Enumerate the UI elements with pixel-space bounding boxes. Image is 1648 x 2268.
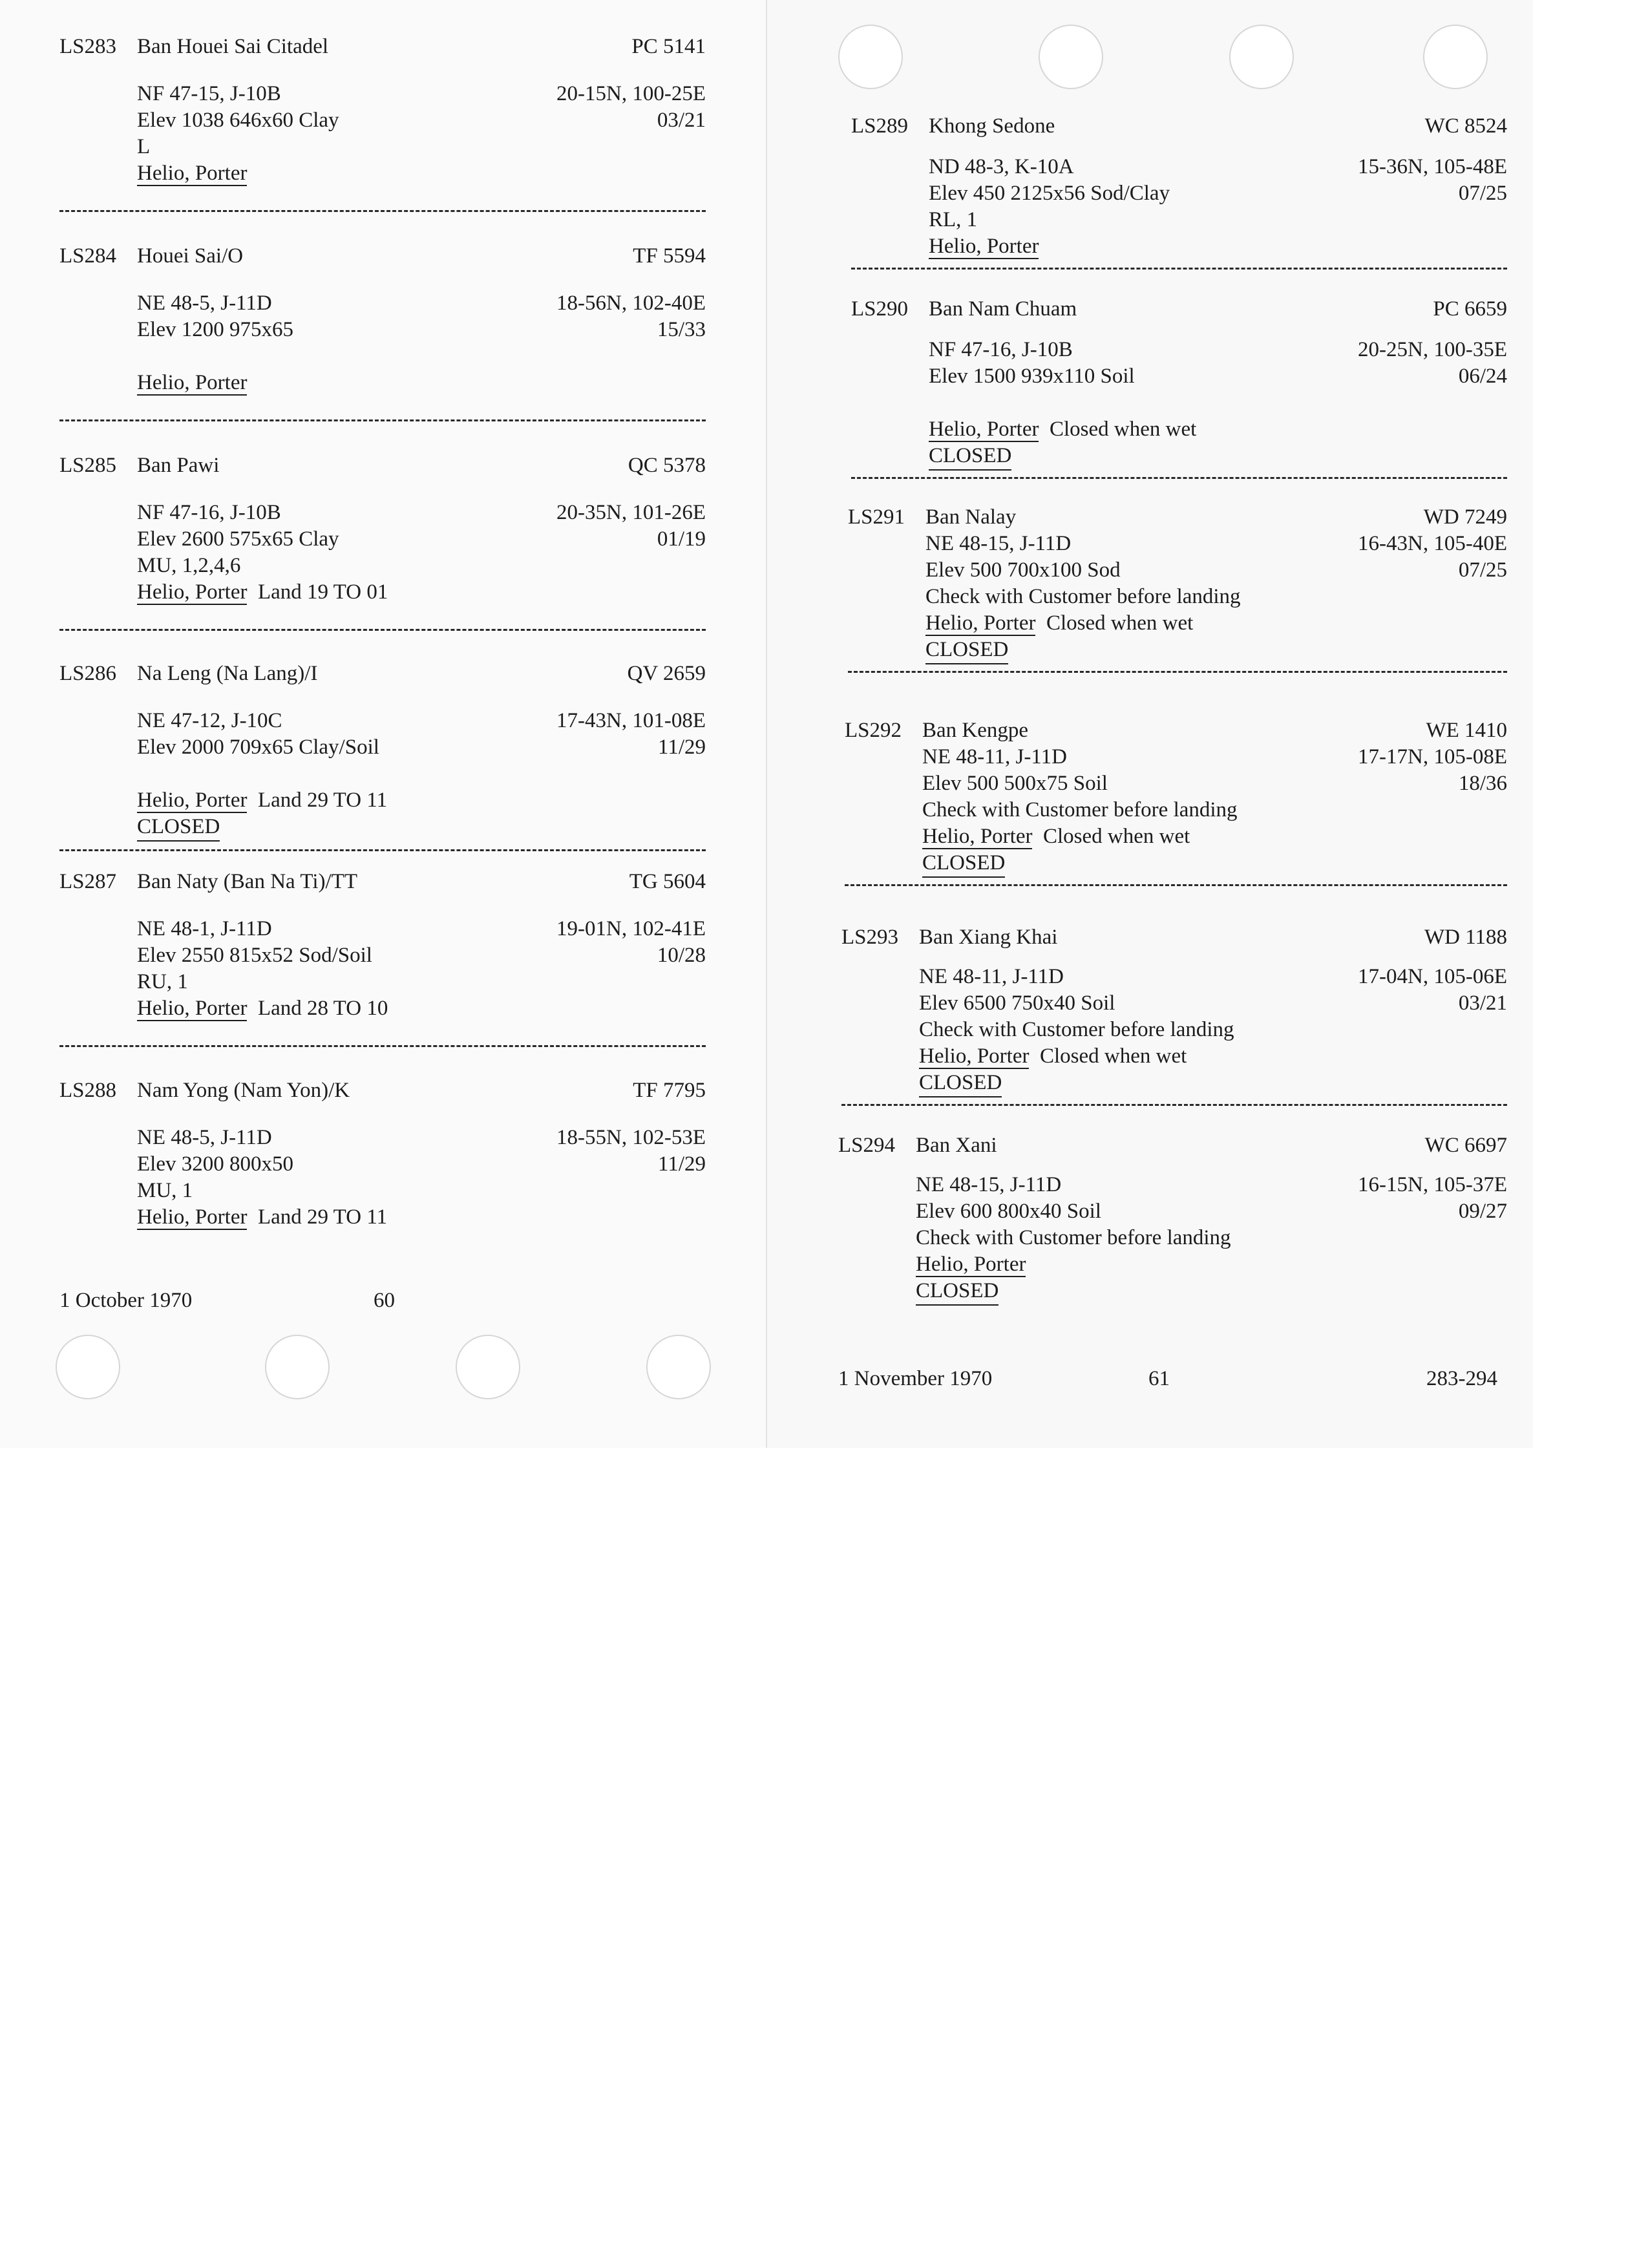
entry-coords: 16-43N, 105-40E [1358, 532, 1507, 555]
entry-coords: 17-43N, 101-08E [556, 709, 706, 732]
binder-hole [838, 25, 903, 89]
airstrip-entry [851, 113, 1507, 270]
entry-runway-heading: 07/25 [1458, 558, 1507, 582]
entry-check-note: Check with Customer before landing [919, 1018, 1234, 1041]
entry-elevation: Elev 2000 709x65 Clay/Soil [137, 736, 379, 759]
entry-separator [59, 1045, 706, 1047]
entry-runway-heading: 07/25 [1458, 182, 1507, 205]
entry-operators: Helio, Porter [137, 580, 248, 604]
page-number: 61 [1148, 1367, 1170, 1390]
entry-coords: 20-25N, 100-35E [1358, 338, 1507, 361]
right-page [766, 0, 1533, 1448]
entry-id: LS288 [59, 1079, 117, 1102]
entry-separator [59, 419, 706, 421]
entry-chart: NE 48-11, J-11D [922, 745, 1067, 768]
entry-runway-heading: 01/19 [657, 527, 706, 551]
entry-runway-heading: 11/29 [658, 1152, 706, 1176]
entry-elevation: Elev 450 2125x56 Sod/Clay [929, 182, 1170, 205]
entry-operators: Helio, Porter [137, 997, 248, 1020]
entry-separator [59, 629, 706, 631]
entry-closed-status: CLOSED [919, 1070, 1002, 1097]
entry-operators: Helio, Porter [916, 1253, 1026, 1276]
entry-coords: 20-15N, 100-25E [556, 82, 706, 105]
left-page [0, 0, 766, 1448]
entry-grid-ref: WC 6697 [1424, 1134, 1507, 1157]
airstrip-entry [848, 504, 1507, 673]
entry-closed-status: CLOSED [916, 1278, 998, 1306]
entry-operators: Helio, Porter [929, 235, 1039, 258]
entry-elevation: Elev 3200 800x50 [137, 1152, 293, 1176]
entry-operators: Helio, Porter [137, 789, 248, 812]
entry-id: LS284 [59, 244, 117, 268]
entry-grid-ref: TF 7795 [633, 1079, 706, 1102]
page-number: 60 [374, 1289, 395, 1312]
binder-hole [1229, 25, 1294, 89]
entry-extra: L [137, 135, 151, 158]
entry-coords: 17-04N, 105-06E [1358, 965, 1507, 988]
entry-elevation: Elev 500 700x100 Sod [925, 558, 1121, 582]
entry-extra: RU, 1 [137, 970, 188, 993]
entry-elevation: Elev 500 500x75 Soil [922, 772, 1108, 795]
entry-operators: Helio, Porter [137, 371, 248, 394]
entry-check-note: Check with Customer before landing [922, 798, 1238, 821]
entry-name: Houei Sai/O [137, 244, 244, 268]
entry-name: Ban Xiang Khai [919, 926, 1058, 949]
entry-closed-status: CLOSED [137, 814, 220, 842]
entry-runway-heading: 10/28 [657, 944, 706, 967]
entry-elevation: Elev 2550 815x52 Sod/Soil [137, 944, 372, 967]
binder-hole [1039, 25, 1103, 89]
entry-chart: NE 48-5, J-11D [137, 1126, 272, 1149]
page-date: 1 October 1970 [59, 1289, 193, 1312]
entry-note: Land 29 TO 11 [257, 789, 388, 812]
airstrip-entry [59, 1077, 706, 1231]
entry-grid-ref: PC 5141 [631, 35, 706, 58]
entry-grid-ref: TG 5604 [629, 870, 706, 893]
entry-coords: 17-17N, 105-08E [1358, 745, 1507, 768]
entry-coords: 18-55N, 102-53E [556, 1126, 706, 1149]
entry-separator [848, 671, 1507, 673]
entry-grid-ref: WE 1410 [1426, 719, 1507, 742]
entry-check-note: Check with Customer before landing [916, 1226, 1231, 1249]
entry-id: LS292 [845, 719, 902, 742]
entry-name: Ban Xani [916, 1134, 997, 1157]
entry-name: Khong Sedone [929, 114, 1055, 138]
entry-separator [59, 210, 706, 212]
entry-elevation: Elev 600 800x40 Soil [916, 1200, 1101, 1223]
entry-coords: 20-35N, 101-26E [556, 501, 706, 524]
entry-chart: NF 47-16, J-10B [137, 501, 281, 524]
airstrip-entry [838, 1132, 1507, 1304]
binder-hole [1423, 25, 1488, 89]
entry-grid-ref: WC 8524 [1424, 114, 1507, 138]
entry-separator [59, 849, 706, 851]
entry-runway-heading: 11/29 [658, 736, 706, 759]
entry-chart: NF 47-15, J-10B [137, 82, 281, 105]
entry-extra: MU, 1 [137, 1179, 193, 1202]
entry-id: LS283 [59, 35, 117, 58]
entry-note: Closed when wet [1042, 825, 1190, 848]
entry-grid-ref: QC 5378 [628, 454, 706, 477]
entry-chart: NE 48-11, J-11D [919, 965, 1064, 988]
entry-elevation: Elev 1500 939x110 Soil [929, 365, 1135, 388]
binder-hole [265, 1335, 330, 1399]
airstrip-entry [59, 661, 706, 851]
entry-id: LS287 [59, 870, 117, 893]
entry-name: Ban Nam Chuam [929, 297, 1077, 321]
entry-chart: NE 48-1, J-11D [137, 917, 272, 940]
airstrip-entry [851, 296, 1507, 479]
airstrip-entry [845, 717, 1507, 886]
entry-grid-ref: WD 7249 [1423, 505, 1507, 529]
entry-runway-heading: 18/36 [1458, 772, 1507, 795]
airstrip-entry [59, 452, 706, 631]
entry-grid-ref: TF 5594 [633, 244, 706, 268]
entry-id: LS293 [841, 926, 899, 949]
entry-separator [845, 884, 1507, 886]
entry-id: LS285 [59, 454, 117, 477]
page-date: 1 November 1970 [838, 1367, 993, 1390]
entry-name: Ban Naty (Ban Na Ti)/TT [137, 870, 357, 893]
entry-runway-heading: 09/27 [1458, 1200, 1507, 1223]
entry-name: Ban Kengpe [922, 719, 1029, 742]
entry-separator [841, 1104, 1507, 1106]
entry-chart: NE 48-15, J-11D [925, 532, 1072, 555]
entry-name: Ban Houei Sai Citadel [137, 35, 329, 58]
entry-id: LS289 [851, 114, 909, 138]
entry-separator [851, 268, 1507, 270]
entry-elevation: Elev 1038 646x60 Clay [137, 109, 339, 132]
entry-note: Closed when wet [1039, 1044, 1187, 1068]
entry-chart: ND 48-3, K-10A [929, 155, 1074, 178]
airstrip-entry [59, 243, 706, 421]
entry-coords: 16-15N, 105-37E [1358, 1173, 1507, 1196]
entry-name: Ban Pawi [137, 454, 220, 477]
entry-chart: NE 48-15, J-11D [916, 1173, 1062, 1196]
entry-closed-status: CLOSED [922, 850, 1005, 878]
entry-name: Na Leng (Na Lang)/I [137, 662, 318, 685]
page-range: 283-294 [1426, 1367, 1497, 1390]
binder-hole [646, 1335, 711, 1399]
entry-id: LS294 [838, 1134, 896, 1157]
entry-coords: 15-36N, 105-48E [1358, 155, 1507, 178]
entry-operators: Helio, Porter [922, 825, 1033, 848]
entry-closed-status: CLOSED [925, 637, 1008, 664]
entry-extra: MU, 1,2,4,6 [137, 554, 241, 577]
entry-coords: 18-56N, 102-40E [556, 291, 706, 315]
entry-elevation: Elev 1200 975x65 [137, 318, 293, 341]
entry-note: Land 19 TO 01 [257, 580, 388, 604]
entry-closed-status: CLOSED [929, 443, 1011, 471]
airstrip-entry [59, 869, 706, 1047]
entry-note: Closed when wet [1046, 611, 1194, 635]
entry-grid-ref: PC 6659 [1433, 297, 1507, 321]
entry-operators: Helio, Porter [919, 1044, 1030, 1068]
entry-coords: 19-01N, 102-41E [556, 917, 706, 940]
binder-hole [56, 1335, 120, 1399]
entry-grid-ref: WD 1188 [1424, 926, 1507, 949]
entry-extra: RL, 1 [929, 208, 978, 231]
entry-chart: NF 47-16, J-10B [929, 338, 1073, 361]
entry-note: Land 29 TO 11 [257, 1205, 388, 1229]
entry-id: LS290 [851, 297, 909, 321]
entry-runway-heading: 06/24 [1458, 365, 1507, 388]
entry-runway-heading: 03/21 [657, 109, 706, 132]
entry-runway-heading: 03/21 [1458, 991, 1507, 1015]
entry-note: Land 28 TO 10 [257, 997, 388, 1020]
binder-hole [456, 1335, 520, 1399]
entry-separator [851, 477, 1507, 479]
entry-note: Closed when wet [1049, 418, 1197, 441]
entry-elevation: Elev 6500 750x40 Soil [919, 991, 1115, 1015]
entry-grid-ref: QV 2659 [627, 662, 706, 685]
airstrip-entry [59, 34, 706, 212]
entry-runway-heading: 15/33 [657, 318, 706, 341]
entry-check-note: Check with Customer before landing [925, 585, 1241, 608]
entry-name: Ban Nalay [925, 505, 1017, 529]
entry-chart: NE 47-12, J-10C [137, 709, 282, 732]
entry-name: Nam Yong (Nam Yon)/K [137, 1079, 350, 1102]
entry-operators: Helio, Porter [137, 1205, 248, 1229]
entry-elevation: Elev 2600 575x65 Clay [137, 527, 339, 551]
entry-id: LS286 [59, 662, 117, 685]
entry-operators: Helio, Porter [137, 162, 248, 185]
entry-operators: Helio, Porter [925, 611, 1036, 635]
entry-id: LS291 [848, 505, 905, 529]
entry-operators: Helio, Porter [929, 418, 1039, 441]
airstrip-entry [841, 924, 1507, 1106]
entry-chart: NE 48-5, J-11D [137, 291, 272, 315]
